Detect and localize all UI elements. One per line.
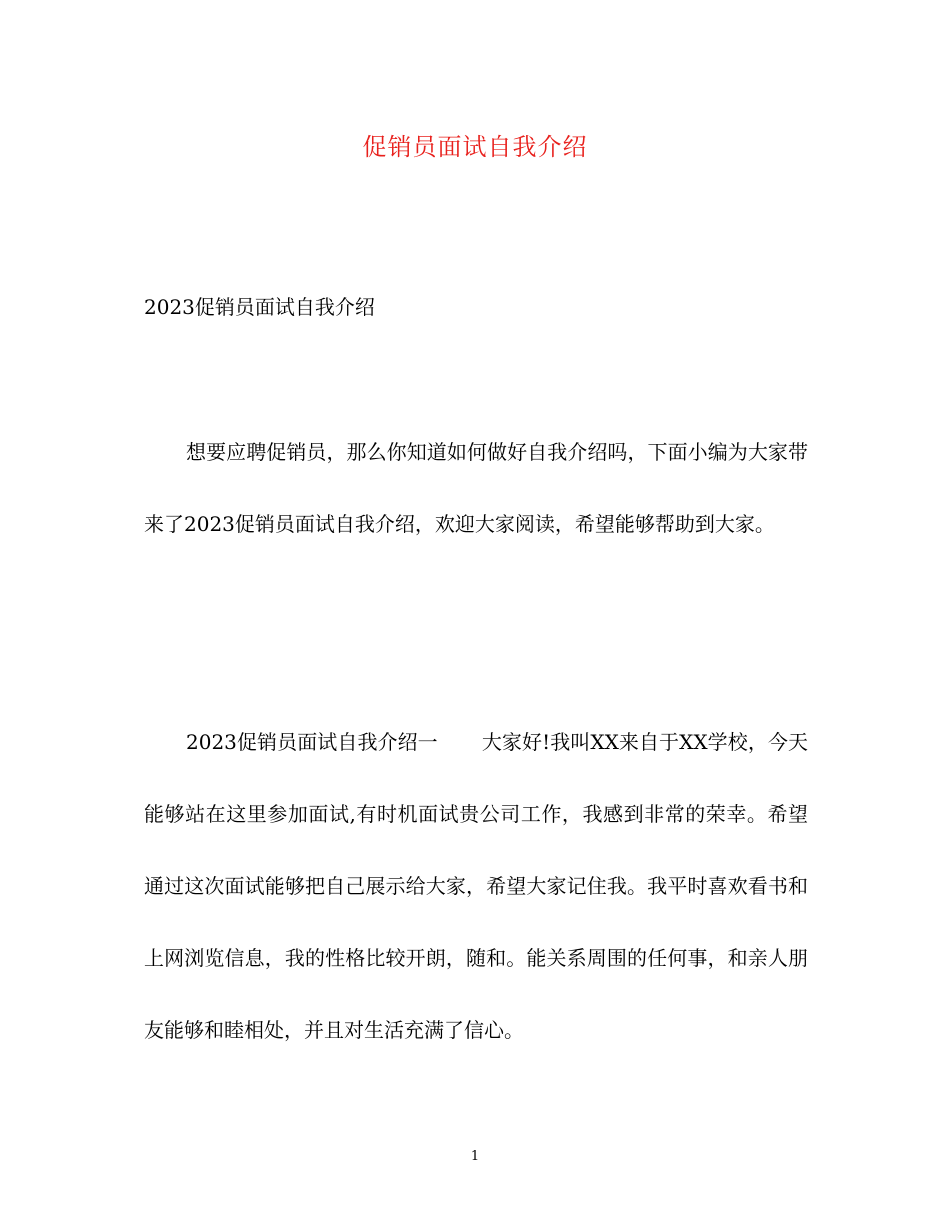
document-subtitle: 2023促销员面试自我介绍 bbox=[144, 295, 375, 319]
page-number: 1 bbox=[470, 1149, 480, 1164]
section-heading: 2023促销员面试自我介绍一 bbox=[186, 730, 438, 754]
document-title: 促销员面试自我介绍 bbox=[362, 133, 588, 161]
self-introduction-paragraph bbox=[144, 706, 808, 1066]
intro-paragraph: 想要应聘促销员，那么你知道如何做好自我介绍吗，下面小编为大家带来了2023促销员面试自我介绍，欢迎大家阅读，希望能够帮助到大家。 bbox=[144, 440, 808, 536]
section-body: 大家好!我叫XX来自于XX学校，今天能够站在这里参加面试,有时机面试贵公司工作，我感到非常的荣幸。希望通过这次面试能够把自己展示给大家，希望大家记住我。我平时喜欢看书和上网浏览信息，我的性格比较开朗，随和。能关系周围的任何事，和亲人朋友能够和睦相处，并且对生活充满了信心。 bbox=[144, 730, 808, 1042]
